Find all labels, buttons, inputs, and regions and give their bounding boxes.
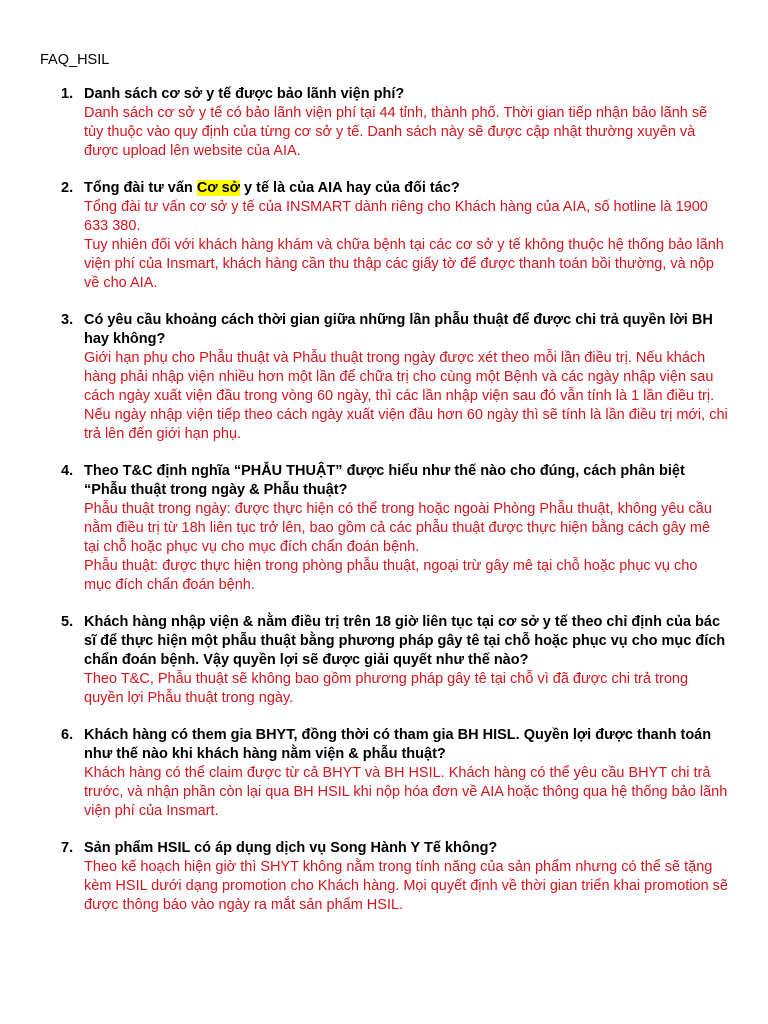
faq-item-2 [40,179,728,293]
faq-number: 7. [61,840,74,856]
faq-answer: Phẫu thuật trong ngày: được thực hiện có thể trong hoặc ngoài Phòng Phẫu thuật, không yêu cầu nằm điều trị từ 18h liên tục trở lên, bao gồm cả các phẫu thuật được thực hiện bằng cách gây mê tại chỗ hoặc phục vụ cho mục đích chẩn đoán bệnh. [84,501,712,555]
faq-list [40,85,728,915]
faq-answer: Theo kế hoạch hiện giờ thì SHYT không nằm trong tính năng của sản phẩm nhưng có thể sẽ tặng kèm HSIL dưới dạng promotion cho Khách hàng. Mọi quyết định về thời gian triển khai promotion sẽ được thông báo vào ngày ra mắt sản phẩm HSIL. [84,859,728,913]
faq-item-6 [40,726,728,821]
faq-question: Khách hàng có them gia BHYT, đồng thời có tham gia BH HISL. Quyền lợi được thanh toán như thế nào khi khách hàng nằm viện & phẫu thuật? [84,727,712,762]
faq-answer: Phẫu thuật: được thực hiện trong phòng phẫu thuật, ngoại trừ gây mê tại chỗ hoặc phục vụ cho mục đích chẩn đoán bệnh. [84,558,698,593]
faq-item-1 [40,85,728,161]
faq-number: 3. [61,312,74,328]
faq-question: Khách hàng nhập viện & nằm điều trị trên 18 giờ liên tục tại cơ sở y tế theo chỉ định của bác sĩ để thực hiện một phẫu thuật bằng phương pháp gây tê tại chỗ hoặc phục vụ cho mục đích chẩn đoán bệnh. Vậy quyền lợi sẽ được giải quyết như thế nào? [84,614,726,668]
faq-question: Danh sách cơ sở y tế được bảo lãnh viện phí? [84,86,405,102]
faq-item-3 [40,311,728,444]
faq-question [84,179,728,198]
faq-number: 4. [61,463,74,479]
faq-answer: Giới hạn phụ cho Phẫu thuật và Phẫu thuật trong ngày được xét theo mỗi lần điều trị. Nếu khách hàng phải nhập viện nhiều hơn một lần để chữa trị cho cùng một Bệnh và các ngày nhập viện sau cách ngày xuất viện đầu trong vòng 60 ngày, thì các lần nhập viện sau đó vẫn tính là 1 lần điều trị. [84,350,715,404]
faq-answer: Khách hàng có thể claim được từ cả BHYT và BH HSIL. Khách hàng có thể yêu cầu BHYT chi trả trước, và nhận phần còn lại qua BH HSIL khi nộp hóa đơn về AIA hoặc thông qua hệ thống bảo lãnh viện phí của Insmart. [84,765,728,819]
faq-item-5 [40,613,728,708]
faq-question: Theo T&C định nghĩa “PHẪU THUẬT” được hiểu như thế nào cho đúng, cách phân biệt “Phẫu thuật trong ngày & Phẫu thuật? [84,463,685,498]
faq-answer: Nếu ngày nhập viện tiếp theo cách ngày xuất viện đầu hơn 60 ngày thì sẽ tính là lần điều trị mới, chi trả lên đến giới hạn phụ. [84,407,728,442]
faq-question: Sản phẩm HSIL có áp dụng dịch vụ Song Hành Y Tế không? [84,840,498,856]
faq-answer: Tổng đài tư vấn cơ sở y tế của INSMART dành riêng cho Khách hàng của AIA, số hotline là 1900 633 380. [84,199,708,234]
faq-item-7 [40,839,728,915]
faq-question: Có yêu cầu khoảng cách thời gian giữa những lần phẫu thuật để được chi trả quyền lời BH hay không? [84,312,713,347]
faq-number: 1. [61,86,74,102]
faq-item-4 [40,462,728,595]
faq-number: 6. [61,727,74,743]
question-text: Tổng đài tư vấn [84,180,197,196]
faq-answer: Theo T&C, Phẫu thuật sẽ không bao gồm phương pháp gây tê tại chỗ vì đã được chi trả trong quyền lợi Phẫu thuật trong ngày. [84,671,689,706]
faq-number: 2. [61,180,74,196]
highlighted-text: Cơ sở [196,180,240,196]
question-text: y tế là của AIA hay của đối tác? [240,180,460,196]
document-title: FAQ_HSIL [40,52,110,68]
faq-answer: Danh sách cơ sở y tế có bảo lãnh viện phí tại 44 tỉnh, thành phố. Thời gian tiếp nhận bảo lãnh sẽ tùy thuộc vào quy định của từng cơ sở y tế. Danh sách này sẽ được cập nhật thường xuyên và được upload lên website của AIA. [84,105,708,159]
faq-number: 5. [61,614,74,630]
faq-answer: Tuy nhiên đối với khách hàng khám và chữa bệnh tại các cơ sở y tế không thuộc hệ thống bảo lãnh viện phí của Insmart, khách hàng cần thu thập các giấy tờ để được thanh toán bồi thường, và nộp về cho AIA. [84,237,724,291]
